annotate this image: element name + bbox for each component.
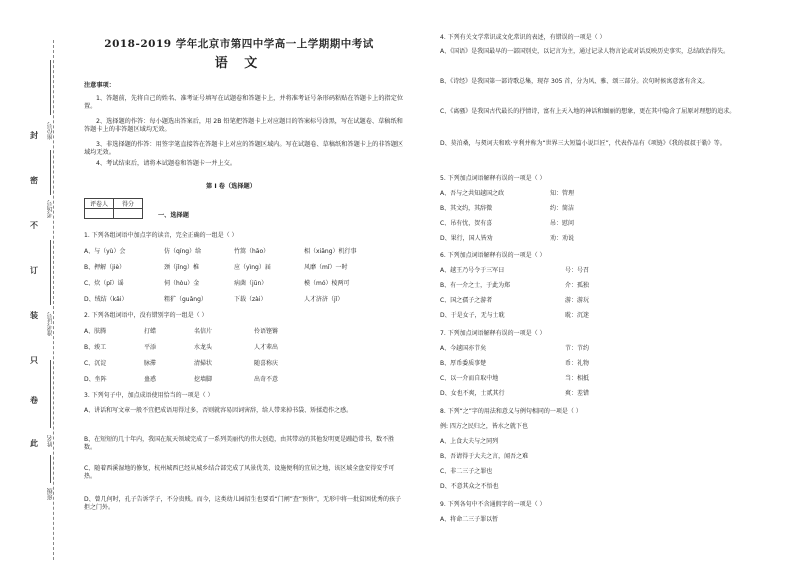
option-item: 水龙头 xyxy=(194,344,213,351)
option-item: 平添 xyxy=(144,344,157,351)
option[interactable]: D、曾几何时，孔子告诉学子，不分贵贱。而今，这类幼儿园招生也要看“门闸”查“预售”，无形中将一批贫困优秀的孩子拒之门外。 xyxy=(84,496,402,511)
score-table xyxy=(84,198,143,219)
option[interactable]: D、果行，国人皆劝 xyxy=(440,235,493,242)
admission-number-label: 准考证号 xyxy=(47,312,54,336)
option-item: 挖墙脚 xyxy=(194,376,213,383)
option-item: 颈（jǐng）椎 xyxy=(164,264,199,271)
question-stem: 5. 下列加点词语解释有误的一项是（ ） xyxy=(440,175,546,182)
option[interactable]: A、与（yù）会 xyxy=(84,248,126,255)
question-stem: 7. 下列加点词语解释有误的一项是（ ） xyxy=(440,330,546,337)
option-item: 模（mó）棱两可 xyxy=(304,280,350,287)
option[interactable]: D、绒结（kǎi） xyxy=(84,296,128,303)
notice-2: 2、选择题的作答：每小题选出答案后，用 2B 铅笔把答题卡上对应题目的答案标号涂黑，写在试题卷、草稿纸和答题卡上的非答题区域均无效。 xyxy=(84,118,403,133)
question-stem: 1. 下列各组词语中加点字的读音，完全正确的一组是（ ） xyxy=(84,232,238,239)
option[interactable]: A、肤腾 xyxy=(84,328,107,335)
option[interactable]: B、厚币委质事楚 xyxy=(440,360,487,367)
exam-room-label: 考场号 xyxy=(47,200,54,218)
option-item: 病菌（jūn） xyxy=(234,280,268,287)
option-gloss: 币：礼物 xyxy=(565,360,590,367)
option[interactable]: B、其文约，其辞微 xyxy=(440,205,493,212)
option[interactable]: D、莫泊桑，与契诃夫和欧·亨利并称为“世界三大短篇小说巨匠”，代表作品有《项链》《我的叔叔于勒》等。 xyxy=(440,140,726,147)
fill-line xyxy=(50,60,51,115)
exam-title: 2018-2019 学年北京市第四中学高一上学期期中考试 xyxy=(104,38,374,50)
fill-line xyxy=(50,150,51,195)
class-label: 班级 xyxy=(47,488,54,500)
option[interactable]: A、讲话和写文章一般不宜把成语用得过多，否则就容易因词害辞，给人带来掉书袋、矫揉造作之感。 xyxy=(84,407,353,414)
seal-char: 密 xyxy=(30,176,38,185)
option-item: 人才辈出 xyxy=(254,344,279,351)
option-item: 名信片 xyxy=(194,328,213,335)
option[interactable]: C、《离骚》是我国古代最长的抒情诗，富有上天入地的神话和缅丽的想象，更在其中隐含了屈原对理想的追求。 xyxy=(440,108,736,115)
question-stem: 9. 下列各句中不含通假字的一项是（ ） xyxy=(440,501,546,508)
option[interactable]: A、上食大夫与之同列 xyxy=(440,438,499,445)
question-stem: 6. 下列加点词语解释有误的一项是（ ） xyxy=(440,252,546,259)
option-item: 脉滞 xyxy=(144,360,157,367)
option[interactable]: D、坐阵 xyxy=(84,376,107,383)
question-stem: 8. 下列“之”字的用法和意义与例句相同的一项是（ ） xyxy=(440,408,582,415)
part-heading: 一、选择题 xyxy=(158,212,189,219)
option[interactable]: A、吾与之共知越国之政 xyxy=(440,190,505,197)
option[interactable]: B、《诗经》是我国第一部诗歌总集，现存 305 首，分为风、雅、颂三部分。次句时候寓意富有含义。 xyxy=(440,78,709,85)
section-heading: 第 I 卷（选择题） xyxy=(206,183,256,190)
option-item: 伺（hòu）金 xyxy=(164,280,200,287)
name-label: 姓名 xyxy=(47,435,54,447)
option[interactable]: A、《国语》是我国最早的一部国别史，以记言为主，通过记录人物言论或对话反映历史事实，总结政治得失。 xyxy=(440,48,730,55)
fill-line xyxy=(50,360,51,428)
seal-char: 卷 xyxy=(30,396,38,405)
seat-number-label: 座位号 xyxy=(47,122,54,140)
fill-line xyxy=(50,240,51,305)
option[interactable]: D、女也不爽，士贰其行 xyxy=(440,390,505,397)
seal-char: 装 xyxy=(30,311,38,320)
option-item: 竹篙（hāo） xyxy=(234,248,270,255)
seal-char: 订 xyxy=(30,266,38,275)
option-item: 随喜称庆 xyxy=(254,360,279,367)
option[interactable]: D、不意其众之不悟也 xyxy=(440,483,499,490)
option-gloss: 游：游玩 xyxy=(565,297,590,304)
seal-char: 只 xyxy=(30,356,38,365)
option-item: 清掃状 xyxy=(194,360,213,367)
option[interactable]: C、非二三子之罪也 xyxy=(440,468,493,475)
option-gloss: 劝：劝说 xyxy=(550,235,575,242)
subject-title: 语 文 xyxy=(214,56,264,71)
option[interactable]: B、竣工 xyxy=(84,344,107,351)
grader-cell[interactable] xyxy=(85,209,114,219)
option-item: 粗犷（guǎng） xyxy=(164,296,207,303)
score-cell[interactable] xyxy=(114,209,143,219)
option[interactable]: A、今越国亦节矣 xyxy=(440,345,487,352)
grader-label: 评卷人 xyxy=(85,199,114,209)
fill-line xyxy=(50,455,51,483)
option[interactable]: B、有一介之士，于此为郑 xyxy=(440,282,511,289)
option[interactable]: A、越王乃号令于三军曰 xyxy=(440,267,505,274)
option-item: 打蜡 xyxy=(144,328,157,335)
option[interactable]: A、将命二三子罪以暂 xyxy=(440,516,499,523)
binding-margin xyxy=(0,40,66,560)
option-item: 蛊惑 xyxy=(144,376,157,383)
option[interactable]: B、在短短的几十年内，我国在航天领域完成了一系列美丽代的伟大创造，由其带动的其他发明更是踵趋常书，数不胜数。 xyxy=(84,436,395,451)
question-stem: 4. 下列有关文学常识或文化常识的表述，有错误的一项是（ ） xyxy=(440,34,606,41)
notice-1: 1、答题前，先将自己的姓名、准考证号填写在试题卷和答题卡上，并将准考证号条形码粘贴在答题卡上的指定位置。 xyxy=(84,95,404,110)
question-stem: 3. 下列句子中，加点成语使用恰当的一项是（ ） xyxy=(84,392,214,399)
option-item: 人才济济（jǐ） xyxy=(304,296,344,303)
option-item: 出奇不意 xyxy=(254,376,279,383)
option[interactable]: C、吊有忧，贺有喜 xyxy=(440,220,493,227)
option-gloss: 耽：沉迷 xyxy=(565,312,590,319)
option-gloss: 爽：差错 xyxy=(565,390,590,397)
option[interactable]: C、以一介而自取中地 xyxy=(440,375,499,382)
option[interactable]: B、吾请得于大夫之言，闻吾之难 xyxy=(440,453,529,460)
option-gloss: 当：相抵 xyxy=(565,375,590,382)
option-gloss: 介：孤独 xyxy=(565,282,590,289)
option-gloss: 知：管理 xyxy=(550,190,575,197)
option[interactable]: C、炊（pī）谣 xyxy=(84,280,124,287)
seal-char: 封 xyxy=(30,131,38,140)
option-item: 下载（zài） xyxy=(234,296,267,303)
option[interactable]: C、沉淀 xyxy=(84,360,107,367)
option[interactable]: C、国之孺子之游者 xyxy=(440,297,493,304)
cut-line xyxy=(53,40,54,560)
option-item: 仿（qíng）给 xyxy=(164,248,202,255)
notice-heading: 注意事项： xyxy=(84,82,115,89)
option-item: 伶语铿锵 xyxy=(254,328,279,335)
option-item: 应（yìng）届 xyxy=(234,264,271,271)
score-label: 得分 xyxy=(114,199,143,209)
option-gloss: 号：号召 xyxy=(565,267,590,274)
option-gloss: 吊：慰问 xyxy=(550,220,575,227)
seal-char: 此 xyxy=(30,439,38,448)
question-stem: 2. 下列各组词语中，没有错别字的一组是（ ） xyxy=(84,312,208,319)
option-gloss: 节：节约 xyxy=(565,345,590,352)
notice-3: 3、非选择题的作答：用签字笔直接答在答题卡上对应的答题区域内。写在试题卷、草稿纸和答题卡上的非答题区域均无效。 xyxy=(84,141,404,156)
option[interactable]: D、于是女子，无与士耽 xyxy=(440,312,505,319)
seal-char: 不 xyxy=(30,221,38,230)
example-sentence: 例: 四方之民归之，皆水之就下也 xyxy=(440,423,528,430)
option-item: 相（xiāng）机行事 xyxy=(304,248,357,255)
option-item: 风靡（mǐ）一时 xyxy=(304,264,348,271)
option[interactable]: C、随着西溪湿地的修复，杭州城西已经从城乡结合部完成了风景优美、设施便利的宜居之地，该区域全盘安得安乎可热。 xyxy=(84,465,395,480)
option[interactable]: B、押解（jiè） xyxy=(84,264,126,271)
notice-4: 4、考试结束后，请将本试题卷和答题卡一并上交。 xyxy=(96,160,237,167)
option-gloss: 约：简洁 xyxy=(550,205,575,212)
